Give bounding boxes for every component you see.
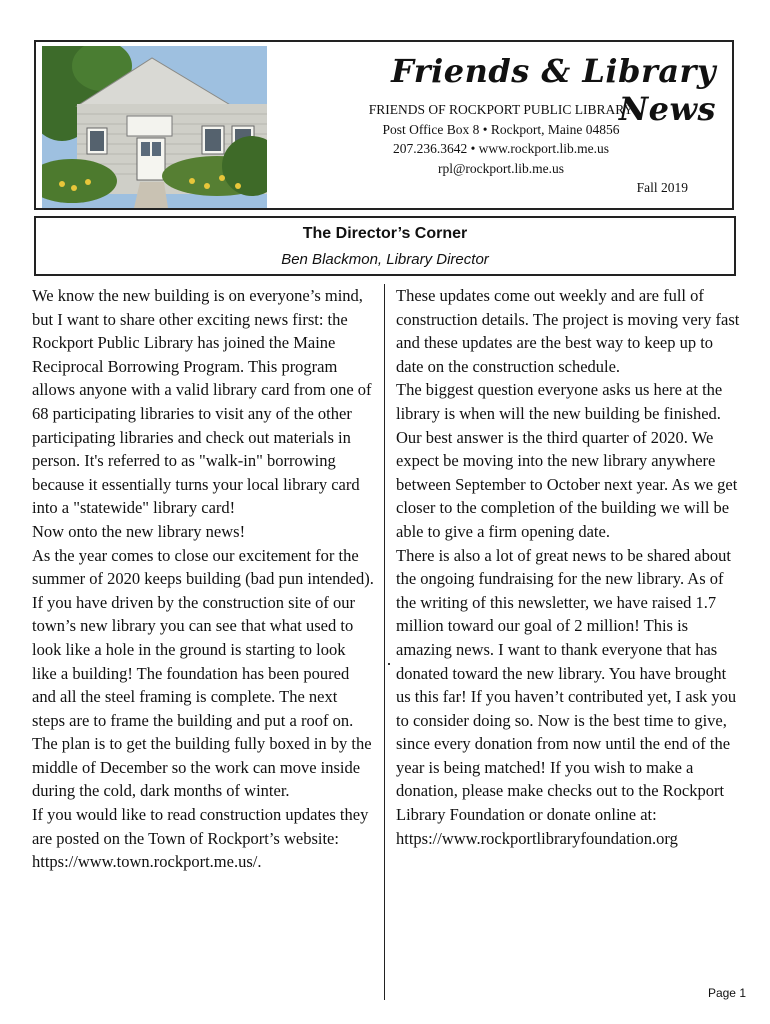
- newsletter-title: Friends & Library News: [391, 52, 716, 128]
- paragraph: As the year comes to close our excitement for the summer of 2020 keeps building (bad pun intended). If you have driven by the construction site of our town’s new library you can see that what used to look like a hole in the ground is starting to look like a building! The foundation has been poured and all the steel framing is complete. The next steps are to frame the building and put a roof on. The plan is to get the building fully boxed in by the middle of December so the work can move inside during the cold, dark months of winter.: [32, 545, 374, 801]
- paragraph: Now onto the new library news!: [32, 521, 246, 541]
- article-title: The Director’s Corner: [302, 225, 468, 242]
- organization-name: FRIENDS OF ROCKPORT PUBLIC LIBRARY: [368, 102, 634, 117]
- paragraph: We know the new building is on everyone’s mind, but I want to share other exciting news first: the Rockport Public Library has joined the Maine Reciprocal Borrowing Program. This program allows anyone with a valid library card from one of 68 participating libraries to visit any of the other participating libraries and check out materials in person. It's referred to as "walk-in" borrowing because it essentially turns your local library card into a "statewide" library card!: [32, 286, 372, 518]
- library-building-photo: [42, 46, 267, 208]
- paragraph: If you would like to read construction updates they are posted on the Town of Rockport’s website: https://www.town.rockport.me.us/.: [32, 805, 369, 872]
- left-column: [32, 284, 374, 874]
- article-byline: Ben Blackmon, Library Director: [281, 251, 489, 268]
- page-number: Page 1: [707, 986, 746, 1000]
- email-address: rpl@rockport.lib.me.us: [437, 160, 565, 176]
- masthead-contact: [336, 100, 666, 178]
- paragraph: These updates come out weekly and are full of construction details. The project is moving very fast and these updates are the best way to keep up to date on the construction schedule.: [396, 286, 740, 376]
- stray-mark: [388, 663, 390, 665]
- paragraph: The biggest question everyone asks us here at the library is when will the new building be finished. Our best answer is the third quarter of 2020. We expect be moving into the new library anywhere between September to October next year. As we get closer to the completion of the building we will be able to give a firm opening date.: [396, 380, 738, 541]
- phone-website: 207.236.3642 • www.rockport.lib.me.us: [392, 141, 610, 156]
- masthead: [34, 40, 734, 210]
- paragraph: There is also a lot of great news to be shared about the ongoing fundraising for the new library. As of the writing of this newsletter, we have raised 1.7 million toward our goal of 2 million! This is amazing news. I want to thank everyone that has donated toward the new library. You have brought us this far! If you haven’t contributed yet, I ask you to consider doing so. Now is the best time to give, since every donation from now until the end of the year is being matched! If you wish to make a donation, please make checks out to the Rockport Library Foundation or donate online at:: [396, 545, 737, 825]
- article-header: [34, 216, 736, 276]
- paragraph: https://www.rockportlibraryfoundation.org: [396, 828, 678, 848]
- issue-date: Fall 2019: [636, 180, 688, 195]
- mailing-address: Post Office Box 8 • Rockport, Maine 04856: [382, 121, 620, 137]
- column-divider: [384, 284, 385, 1000]
- right-column: [396, 284, 742, 850]
